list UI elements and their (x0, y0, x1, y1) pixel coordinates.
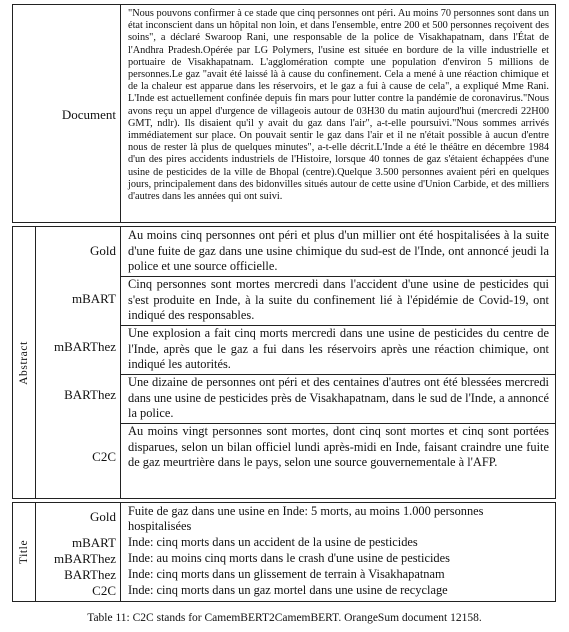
abstract-section-label: Abstract (18, 340, 30, 385)
title-row-text-c2c: Inde: cinq morts dans un gaz mortel dans une usine de recyclage (128, 583, 448, 597)
abstract-section-label-cell (13, 227, 36, 498)
title-row-label-mbarthez: mBARThez (53, 551, 116, 566)
abstract-row-label-c2c: C2C (92, 449, 116, 464)
title-section-label-cell (13, 503, 36, 601)
title-row-label-c2c: C2C (92, 583, 116, 598)
title-row-label-gold: Gold (90, 509, 116, 524)
abstract-row-text-barthez: Une dizaine de personnes ont péri et des centaines d'autres ont été blessées mercredi dans une usine de pesticides près de Visakhapatnam, dans le sud de l'Inde, a annoncé la police. (128, 375, 549, 421)
document-text: "Nous pouvons confirmer à ce stade que cinq personnes ont péri. Au moins 70 personnes sont dans un état inconscient dans un hôpital non loin, et dans l'ensemble, entre 200 et 500 personnes reçoivent des soins", a déclaré Swaroop Rani, une responsable de la police de Visakhapatnam, dans l'État de l'Andhra Pradesh.Opérée par LG Polymers, l'usine est située en bordure de la ville industrielle et portuaire de Visakhapatnam. L'agglomération compte une population d'environ 5 millions de personnes.Le gaz "avait été laissé là à cause du confinement. Cela a mené à une réaction chimique et de la chaleur est apparue dans les réservoirs, et le gaz a fui à cause de cela", a expliqué Mme Rani. L'Inde est actuellement confinée depuis fin mars pour lutter contre la pandémie de coronavirus."Nous avons reçu un appel d'urgence de villageois autour de 03H30 du matin aujourd'hui (mercredi 22H00 GMT, ndlr). Ils disaient qu'il y avait du gaz dans l'air", a-t-elle poursuivi."Nous sommes arrivés immédiatement sur place. On pouvait sentir le gaz dans l'air et il ne n'était possible à aucun d'entre nous de rester là plus de quelques minutes", a-t-elle décrit.L'Inde a été le théâtre en décembre 1984 d'un des pires accidents industriels de l'Histoire, lorsque 40 tonnes de gaz s'étaient échappées d'une usine de pesticides de la ville de Bhopal (centre).Quelque 3.500 personnes avaient péri en quelques jours, principalement dans des bidonvilles situés autour de cette usine d'Union Carbide, et des milliers d'autres dans les années qui ont suivi. (128, 8, 549, 203)
title-row-label-mbart: mBART (71, 535, 116, 550)
title-section (12, 502, 556, 602)
abstract-row-label-mbart: mBART (71, 291, 116, 306)
abstract-labels-cell (35, 227, 121, 498)
abstract-row-text-gold: Au moins cinq personnes ont péri et plus d'un millier ont été hospitalisées à la suite d'une fuite de gaz dans une usine chimique du sud-est de l'Inde, ont annoncé jeudi la police et une source officielle. (128, 228, 549, 274)
document-label: Document (61, 107, 116, 122)
abstract-row-label-mbarthez: mBARThez (53, 339, 116, 354)
abstract-texts-cell (121, 227, 555, 498)
title-row-text-gold: Fuite de gaz dans une usine en Inde: 5 morts, au moins 1.000 personnes hospitalisées (128, 504, 484, 533)
title-labels-cell (35, 503, 121, 601)
title-section-label: Title (18, 539, 30, 565)
results-table (12, 4, 556, 602)
title-texts-cell (121, 503, 555, 601)
abstract-section (12, 226, 556, 499)
abstract-row-label-barthez: BARThez (64, 387, 116, 402)
abstract-row-label-gold: Gold (90, 243, 116, 258)
document-label-cell (13, 5, 121, 222)
abstract-row-text-mbarthez: Une explosion a fait cinq morts mercredi dans une usine de pesticides du centre de l'Inde, après que le gaz a fui dans les réservoirs après une réaction chimique, ont indiqué les autorités. (128, 326, 549, 372)
document-text-cell (121, 5, 555, 222)
title-row-label-barthez: BARThez (64, 567, 116, 582)
title-row-text-mbart: Inde: cinq morts dans un accident de la usine de pesticides (128, 535, 418, 549)
title-row-text-mbarthez: Inde: au moins cinq morts dans le crash d'une usine de pesticides (128, 551, 450, 565)
document-section (12, 4, 556, 223)
abstract-row-text-mbart: Cinq personnes sont mortes mercredi dans l'accident d'une usine de pesticides qui s'est produite en Inde, à la suite du confinement lié à l'épidémie de Covid-19, ont indiqué des responsables. (128, 277, 549, 323)
abstract-row-text-c2c: Au moins vingt personnes sont mortes, dont cinq sont mortes et cinq sont portées disparues, selon un bilan officiel lundi après-midi en Inde, faisant craindre une fuite de gaz meurtrière dans le pays, selon une source gouvernementale à l'AFP. (128, 424, 549, 470)
title-row-text-barthez: Inde: cinq morts dans un glissement de terrain à Visakhapatnam (128, 567, 445, 581)
table-caption: Table 11: C2C stands for CamemBERT2CamemBERT. OrangeSum document 12158. (87, 612, 482, 624)
